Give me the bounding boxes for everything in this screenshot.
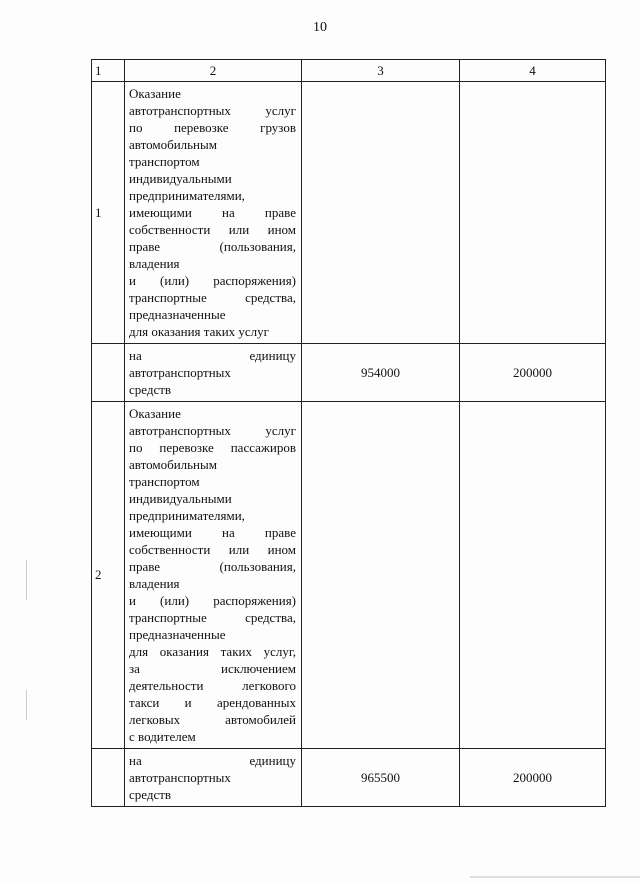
description-line: и (или) распоряжения) — [129, 273, 296, 288]
description-line: имеющими на праве — [129, 205, 296, 220]
row-number: 2 — [92, 402, 125, 749]
row-number — [92, 749, 125, 807]
scan-mark — [26, 560, 27, 600]
description-line: предназначенные — [129, 627, 226, 642]
description-line: предназначенные — [129, 307, 226, 322]
description-line: за исключением — [129, 661, 296, 676]
description-line: праве (пользования, — [129, 239, 296, 254]
header-cell: 4 — [460, 60, 606, 82]
scan-mark — [26, 690, 27, 720]
value-cell — [302, 82, 460, 344]
header-cell: 1 — [92, 60, 125, 82]
header-row — [92, 60, 606, 82]
unit-description — [125, 749, 302, 807]
value-cell — [460, 402, 606, 749]
description-line: на единицу — [129, 753, 296, 768]
description-line: средств — [129, 787, 172, 802]
activity-description — [125, 402, 302, 749]
value-cell: 965500 — [302, 749, 460, 807]
description-line: с водителем — [129, 729, 196, 744]
value-cell — [302, 402, 460, 749]
description-line: автотранспортных — [129, 770, 231, 785]
description-line: транспортом — [129, 474, 200, 489]
scan-smudge — [470, 876, 640, 878]
description-line: транспортные средства, — [129, 290, 296, 305]
description-line: и (или) распоряжения) — [129, 593, 296, 608]
description-line: индивидуальными — [129, 491, 232, 506]
header-cell: 3 — [302, 60, 460, 82]
tariff-table — [91, 59, 606, 807]
description-line: такси и арендованных — [129, 695, 296, 710]
description-line: для оказания таких услуг, — [129, 644, 296, 659]
description-line: владения — [129, 256, 180, 271]
value-cell: 200000 — [460, 749, 606, 807]
value-cell: 954000 — [302, 344, 460, 402]
table-row — [92, 344, 606, 402]
header-cell: 2 — [125, 60, 302, 82]
description-line: Оказание — [129, 86, 181, 101]
description-line: по перевозке пассажиров — [129, 440, 296, 455]
description-line: транспортом — [129, 154, 200, 169]
description-line: транспортные средства, — [129, 610, 296, 625]
description-line: индивидуальными — [129, 171, 232, 186]
unit-description — [125, 344, 302, 402]
description-line: собственности или ином — [129, 222, 296, 237]
description-line: автомобильным — [129, 137, 217, 152]
description-line: предпринимателями, — [129, 508, 245, 523]
table-row — [92, 82, 606, 344]
description-line: автотранспортных услуг — [129, 103, 296, 118]
description-line: автомобильным — [129, 457, 217, 472]
value-cell — [460, 82, 606, 344]
value-cell: 200000 — [460, 344, 606, 402]
description-line: собственности или ином — [129, 542, 296, 557]
description-line: автотранспортных — [129, 365, 231, 380]
description-line: предпринимателями, — [129, 188, 245, 203]
description-line: автотранспортных услуг — [129, 423, 296, 438]
description-line: Оказание — [129, 406, 181, 421]
description-line: для оказания таких услуг — [129, 324, 269, 339]
description-line: средств — [129, 382, 172, 397]
description-line: легковых автомобилей — [129, 712, 296, 727]
table-row — [92, 402, 606, 749]
row-number: 1 — [92, 82, 125, 344]
description-line: по перевозке грузов — [129, 120, 296, 135]
table-row — [92, 749, 606, 807]
page-number: 10 — [313, 20, 327, 35]
activity-description — [125, 82, 302, 344]
description-line: владения — [129, 576, 180, 591]
description-line: имеющими на праве — [129, 525, 296, 540]
description-line: деятельности легкового — [129, 678, 296, 693]
description-line: на единицу — [129, 348, 296, 363]
row-number — [92, 344, 125, 402]
description-line: праве (пользования, — [129, 559, 296, 574]
